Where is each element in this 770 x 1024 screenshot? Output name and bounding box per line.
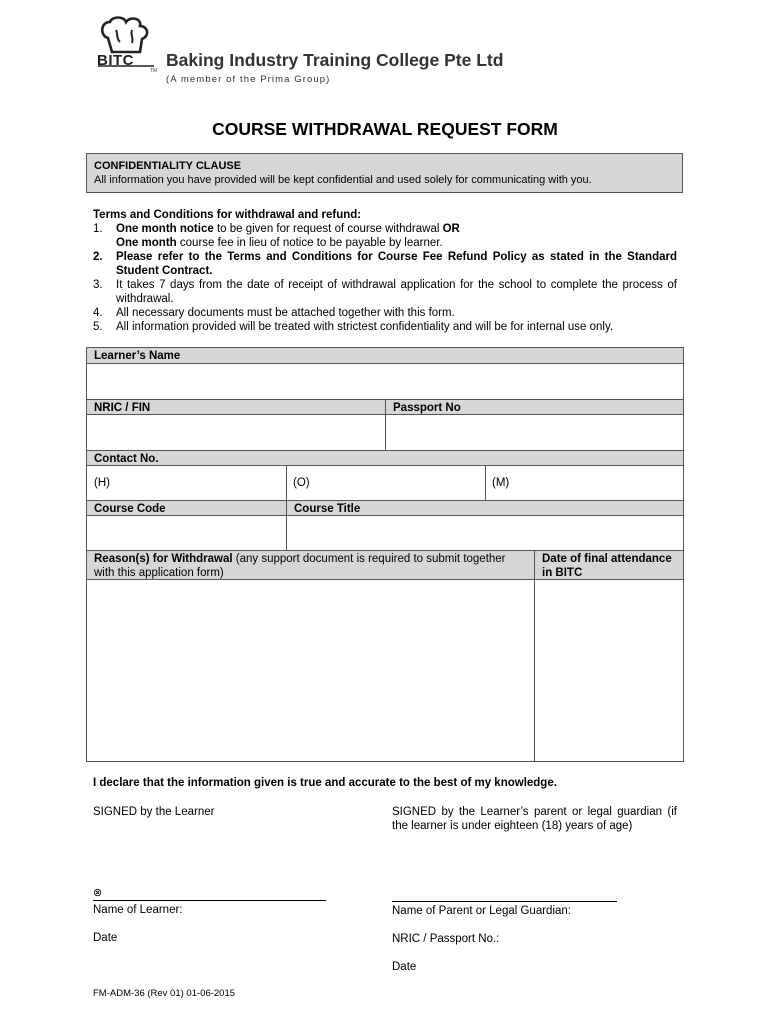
terms-item — [93, 222, 677, 250]
nric-passport-label: NRIC / Passport No.: — [392, 933, 500, 945]
signed-guardian-label: SIGNED by the Learner’s parent or legal guardian (if the learner is under eighteen (18) years of age) — [392, 806, 677, 832]
terms-item-number: 3. — [93, 279, 103, 291]
contact-no-label: Contact No. — [87, 451, 683, 465]
terms-item — [93, 250, 677, 278]
course-code-label: Course Code — [87, 501, 286, 515]
terms-heading: Terms and Conditions for withdrawal and refund: — [93, 209, 362, 221]
terms-item-text: All information provided will be treated with strictest confidentiality and will be for internal use only. — [116, 321, 614, 333]
signature-mark-icon: ⊗ — [93, 887, 103, 899]
terms-item-text: course fee in lieu of notice to be payable by learner. — [176, 237, 443, 249]
terms-item-text: to be given for request of course withdrawal — [213, 223, 443, 235]
contact-home-field[interactable]: (H) — [94, 477, 110, 489]
trademark-mark: TM — [150, 68, 158, 74]
terms-item-text: Please refer to the Terms and Conditions for Course Fee Refund Policy as stated in the Standard Student Contract. — [116, 251, 677, 277]
reason-field[interactable] — [87, 580, 534, 761]
terms-item-bold: One month — [116, 237, 177, 249]
terms-item — [93, 306, 677, 320]
terms-item — [93, 278, 677, 306]
passport-no-field[interactable] — [386, 415, 683, 450]
confidentiality-box — [86, 153, 683, 193]
terms-item-number: 2. — [93, 251, 103, 263]
guardian-signature-line[interactable] — [392, 901, 617, 902]
terms-item-number: 4. — [93, 307, 103, 319]
nric-fin-label: NRIC / FIN — [87, 400, 386, 414]
learner-signature-line[interactable] — [93, 900, 326, 901]
declaration-statement: I declare that the information given is true and accurate to the best of my knowledge. — [93, 777, 557, 789]
reason-label-bold: Reason(s) for Withdrawal — [94, 553, 233, 565]
company-name: Baking Industry Training College Pte Ltd — [166, 50, 504, 70]
nric-fin-field[interactable] — [87, 415, 385, 450]
signed-learner-label: SIGNED by the Learner — [93, 806, 215, 818]
contact-mobile-field[interactable]: (M) — [492, 477, 510, 489]
terms-item-bold: OR — [442, 223, 460, 235]
guardian-date-label: Date — [392, 961, 417, 973]
terms-item-bold: One month notice — [116, 223, 214, 235]
terms-item-number: 1. — [93, 223, 103, 235]
terms-item — [93, 320, 677, 334]
learner-date-label: Date — [93, 932, 118, 944]
date-final-attendance-field[interactable] — [535, 580, 683, 761]
course-title-label: Course Title — [287, 501, 683, 515]
terms-item-text: It takes 7 days from the date of receipt of withdrawal application for the school to complete the process of withdrawal. — [116, 279, 677, 305]
logo-text: BITC — [97, 52, 134, 69]
terms-section — [93, 208, 677, 334]
contact-office-field[interactable]: (O) — [293, 477, 310, 489]
passport-no-label: Passport No — [386, 400, 683, 414]
reason-label — [87, 551, 534, 579]
course-title-field[interactable] — [287, 516, 683, 550]
form-code: FM-ADM-36 (Rev 01) 01-06-2015 — [93, 988, 236, 999]
learner-name-field[interactable] — [87, 364, 683, 399]
learner-name-label: Learner’s Name — [87, 348, 683, 363]
reason-label-note: (any support document is required to submit together with this application form) — [94, 553, 506, 579]
member-text: (A member of the Prima Group) — [166, 74, 331, 85]
form-title: COURSE WITHDRAWAL REQUEST FORM — [212, 119, 558, 139]
name-of-guardian-label: Name of Parent or Legal Guardian: — [392, 905, 571, 917]
name-of-learner-label: Name of Learner: — [93, 904, 183, 916]
terms-list — [93, 222, 677, 334]
bitc-logo — [94, 16, 158, 74]
terms-item-text: All necessary documents must be attached together with this form. — [116, 307, 455, 319]
course-code-field[interactable] — [87, 516, 286, 550]
date-final-attendance-label: Date of final attendance in BITC — [535, 551, 683, 579]
confidentiality-text: All information you have provided will be kept confidential and used solely for communicating with you. — [94, 174, 592, 186]
confidentiality-heading: CONFIDENTIALITY CLAUSE — [94, 160, 242, 172]
terms-item-number: 5. — [93, 321, 103, 333]
withdrawal-form-table — [86, 347, 684, 762]
